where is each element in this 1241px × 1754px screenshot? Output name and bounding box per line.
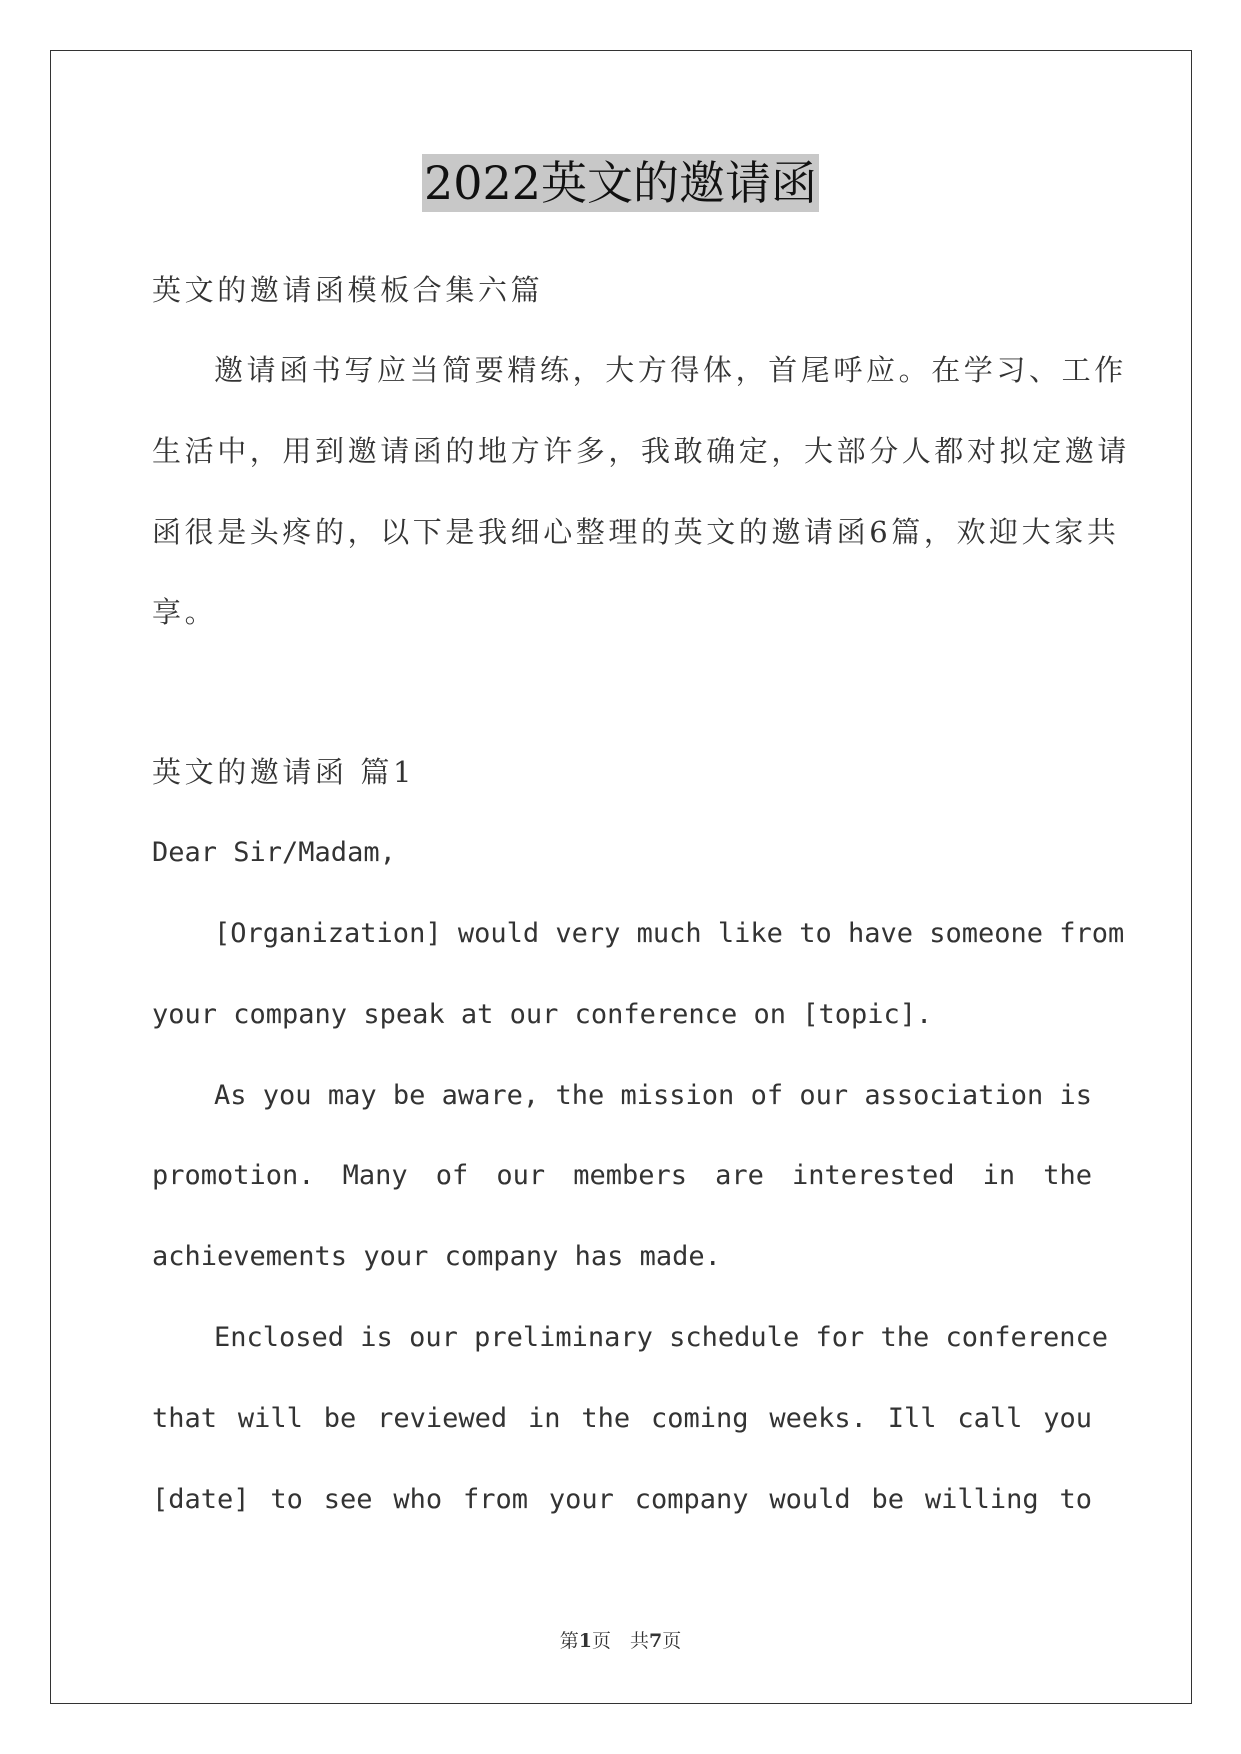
footer-page-prefix: 第 [559,1630,579,1652]
letter-body-line: promotion. Many of our members are interested in the [152,1160,1092,1191]
intro-line: 生活中，用到邀请函的地方许多，我敢确定，大部分人都对拟定邀请 [152,434,1131,468]
footer-page-mid: 页 共 [591,1630,649,1652]
letter-body-line: As you may be aware, the mission of our association is [214,1080,1092,1111]
document-title-text: 2022英文的邀请函 [423,156,818,210]
section-heading: 英文的邀请函 篇1 [152,755,416,789]
document-title [0,150,1241,216]
document-subtitle: 英文的邀请函模板合集六篇 [152,273,544,307]
letter-body-line: [date] to see who from your company would be willing to [152,1484,1092,1515]
letter-body-line: that will be reviewed in the coming weeks. Ill call you [152,1403,1092,1434]
footer-page-suffix: 页 [662,1630,682,1652]
footer-page-total: 7 [649,1630,663,1652]
intro-line: 函很是头疼的，以下是我细心整理的英文的邀请函6篇，欢迎大家共 [152,515,1120,549]
letter-salutation: Dear Sir/Madam, [152,837,396,868]
letter-body-line: your company speak at our conference on [topic]. [152,999,933,1030]
footer-page-number: 1 [578,1630,592,1652]
letter-body-line: achievements your company has made. [152,1241,721,1272]
intro-line: 享。 [152,595,218,629]
letter-body-line: Enclosed is our preliminary schedule for the conference [214,1322,1109,1353]
page-footer [0,1626,1241,1653]
intro-line: 邀请函书写应当简要精练，大方得体，首尾呼应。在学习、工作 [214,353,1127,387]
letter-body-line: [Organization] would very much like to have someone from [214,918,1125,949]
